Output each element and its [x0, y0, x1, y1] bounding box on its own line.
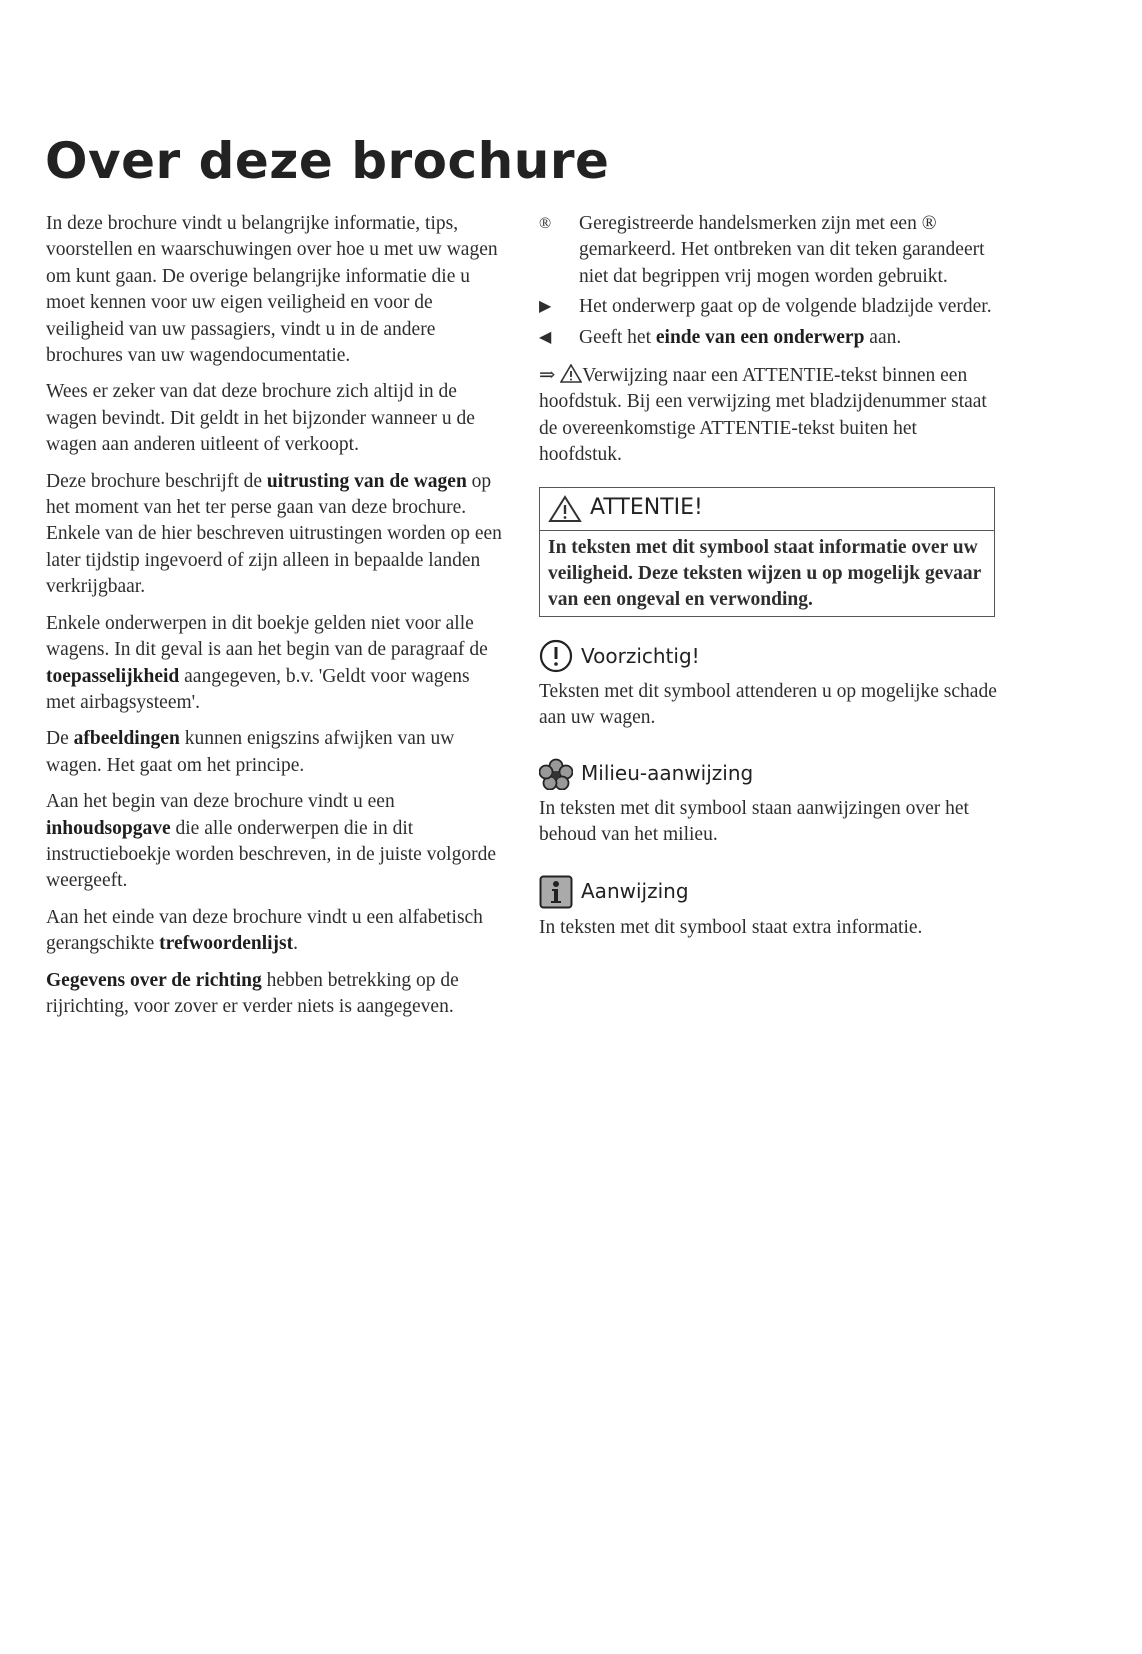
- legend-text: Geregistreerde handelsmerken zijn met een ® gemarkeerd. Het ontbreken van dit teken garandeert niet dat begrippen vrij mogen worden gebruikt.: [579, 213, 985, 287]
- registered-icon: ®: [539, 215, 552, 232]
- paragraph-images: [46, 726, 502, 779]
- text: Enkele onderwerpen in dit boekje gelden niet voor alle wagens. In dit geval is aan het begin van de paragraaf de: [46, 612, 488, 661]
- text: aan.: [864, 326, 902, 348]
- text: hebben betrekking op de rijrichting, voor zover er verder niets is aangegeven.: [46, 969, 459, 1017]
- bold-text: einde van een onderwerp: [655, 326, 865, 348]
- text: Aan het begin van deze brochure vindt u een: [46, 791, 395, 813]
- attention-title: ATTENTIE!: [590, 495, 703, 521]
- text: De: [46, 728, 74, 750]
- text: die alle onderwerpen die in dit instructieboekje worden beschreven, in de juiste volgorde weergeeft.: [46, 817, 496, 892]
- paragraph-applicability: [46, 611, 502, 717]
- legend-item-registered: [539, 211, 997, 290]
- text: kunnen enigszins afwijken van uw wagen. Het gaat om het principe.: [46, 728, 455, 776]
- environment-body: In teksten met dit symbool staan aanwijzingen over het behoud van het milieu.: [539, 797, 969, 846]
- note-section: [539, 875, 997, 941]
- attention-body: In teksten met dit symbool staat informatie over uw veiligheid. Deze teksten wijzen u op mogelijk gevaar van een ongeval en verwonding.: [548, 536, 981, 611]
- caution-section: [539, 639, 997, 732]
- warning-triangle-icon: [548, 495, 582, 523]
- text: Verwijzing naar een ATTENTIE-tekst binnen een hoofdstuk. Bij een verwijzing met bladzijdenummer staat de overeenkomstige ATTENTIE-tekst buiten het hoofdstuk.: [539, 365, 987, 466]
- text: aangegeven, b.v. 'Geldt voor wagens met airbagsysteem'.: [46, 665, 470, 713]
- arrow-right-icon: ⇒: [539, 365, 556, 387]
- text: Aan het einde van deze brochure vindt u een alfabetisch gerangschikte: [46, 906, 483, 955]
- warning-triangle-icon: [560, 364, 582, 383]
- text: Geeft het: [579, 326, 656, 348]
- bold-text: trefwoordenlijst: [159, 933, 294, 955]
- paragraph-equipment: [46, 469, 502, 601]
- paragraph-reference: [539, 363, 997, 469]
- flower-icon: [539, 758, 573, 790]
- legend-text: [579, 325, 901, 351]
- triangle-left-icon: ◀: [539, 328, 552, 346]
- legend-item-end: [539, 325, 997, 351]
- paragraph-keep-brochure: Wees er zeker van dat deze brochure zich altijd in de wagen bevindt. Dit geldt in het bijzonder wanneer u de wagen aan anderen uitleent of verkoopt.: [46, 381, 475, 456]
- note-body: In teksten met dit symbool staat extra informatie.: [539, 916, 923, 938]
- paragraph-index: [46, 905, 502, 958]
- bold-text: toepasselijkheid: [46, 665, 180, 687]
- paragraph-direction: [46, 968, 502, 1021]
- attention-header: [540, 488, 994, 531]
- environment-title: Milieu-aanwijzing: [581, 761, 754, 786]
- info-icon: [539, 875, 573, 909]
- triangle-right-icon: ▶: [539, 298, 552, 316]
- paragraph-intro: In deze brochure vindt u belangrijke informatie, tips, voorstellen en waarschuwingen over hoe u met uw wagen om kunt gaan. De overige belangrijke informatie die u moet kennen voor uw eigen veiligheid en voor de veiligheid van uw passagiers, vindt u in de andere brochures van uw wagendocumentatie.: [46, 213, 498, 367]
- left-column: [46, 211, 502, 1030]
- legend-item-continue: [539, 294, 997, 320]
- environment-section: [539, 758, 997, 849]
- legend-text: Het onderwerp gaat op de volgende bladzijde verder.: [579, 296, 992, 318]
- paragraph-contents: [46, 789, 502, 895]
- bold-text: afbeeldingen: [73, 728, 180, 750]
- exclamation-circle-icon: [539, 639, 573, 673]
- note-title: Aanwijzing: [581, 879, 689, 904]
- attention-box: [539, 487, 995, 617]
- bold-text: inhoudsopgave: [46, 817, 171, 839]
- page-title: Over deze brochure: [45, 132, 610, 190]
- bold-text: uitrusting van de wagen: [266, 470, 467, 492]
- text: .: [293, 933, 298, 955]
- bold-text: Gegevens over de richting: [46, 969, 262, 991]
- caution-body: Teksten met dit symbool attenderen u op mogelijke schade aan uw wagen.: [539, 680, 997, 729]
- text: op het moment van het ter perse gaan van deze brochure. Enkele van de hier beschreven uitrustingen worden op een later tijdstip ingevoerd of zijn alleen in bepaalde landen verkrijgbaar.: [46, 470, 502, 598]
- caution-title: Voorzichtig!: [581, 643, 700, 668]
- text: Deze brochure beschrijft de: [46, 470, 267, 492]
- right-column: [539, 211, 997, 967]
